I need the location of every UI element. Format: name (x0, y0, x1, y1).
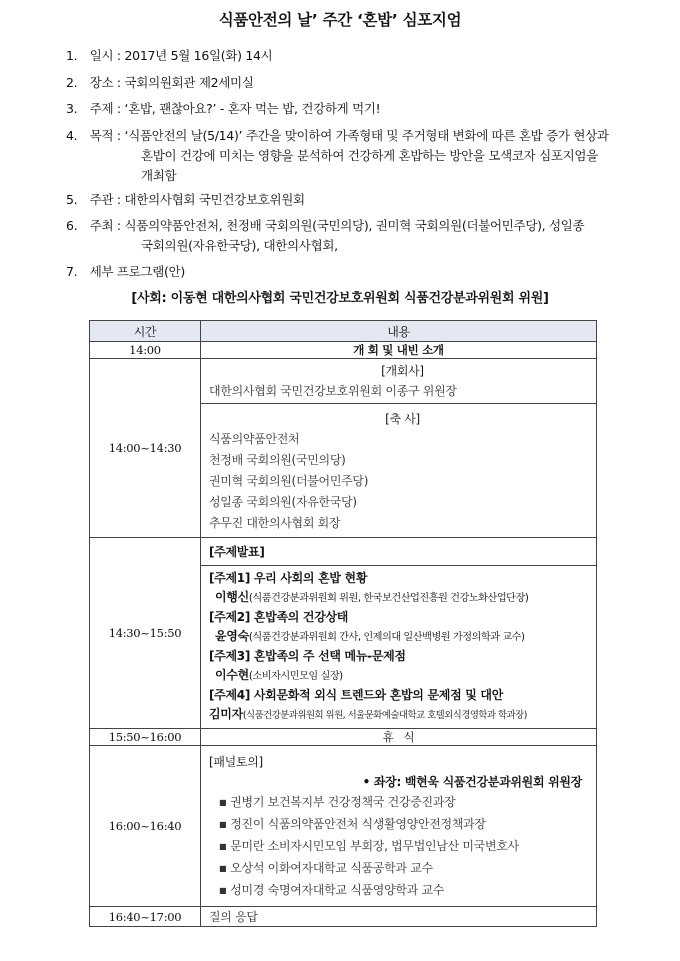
document-title: 식품안전의 날’ 주간 ‘혼밥’ 심포지엄 (218, 11, 462, 29)
table-row (90, 359, 597, 538)
panel-member: ■ 오상석 이화여자대학교 식품공학과 교수 (209, 858, 596, 880)
info-item-theme: 3. 주제 : ‘혼밥, 괜찮아요?’ - 혼자 먹는 밥, 건강하게 먹기! (66, 101, 381, 116)
content-cell: 휴 식 (201, 729, 597, 746)
panel-member: ■ 정진이 식품의약품안전처 식생활영양안전정책과장 (209, 814, 596, 836)
content-cell (201, 746, 597, 907)
topic-speaker: 김미자(식품건강분과위원회 위원, 서울문화예술대학교 호텔외식경영학과 학과장) (209, 707, 527, 721)
congrats-item: 추무진 대한의사협회 회장 (209, 516, 341, 530)
opening-speaker: 대한의사협회 국민건강보호위원회 이종구 위원장 (209, 384, 457, 398)
info-item-host: 6. 주최 : 식품의약품안전처, 천정배 국회의원(국민의당), 권미혁 국회의원(더불어민주당), 성일종 국회의원(자유한국당), 대한의사협회, (66, 218, 585, 253)
topic-label: [주제1] 우리 사회의 혼밥 현황 (209, 571, 368, 585)
time-cell: 15:50~16:00 (90, 729, 201, 746)
row-divider (201, 403, 596, 404)
time-cell: 16:40~17:00 (90, 907, 201, 927)
panel-member: ■ 문미란 소비자시민모임 부회장, 법무법인남산 미국변호사 (209, 836, 596, 858)
time-cell: 14:00~14:30 (90, 359, 201, 538)
opening-title: [개회사] (381, 364, 424, 378)
time-cell: 16:00~16:40 (90, 746, 201, 907)
content-cell (201, 538, 597, 729)
congrats-item: 천정배 국회의원(국민의당) (209, 453, 346, 467)
info-item-purpose: 4. 목적 : ‘식품안전의 날(5/14)’ 주간을 맞이하여 가족형태 및 주거형태 변화에 따른 혼밥 증가 현상과 혼밥이 건강에 미치는 영향을 분석하여 건강하게 혼밥하는 방안을 모색코자 심포지엄을 개최함 (66, 128, 609, 183)
info-item-organizer: 5. 주관 : 대한의사협회 국민건강보호위원회 (66, 192, 305, 207)
table-row (90, 342, 597, 359)
info-item-date: 1. 일시 : 2017년 5월 16일(화) 14시 (66, 48, 273, 63)
moderator-line: [사회: 이동현 대한의사협회 국민건강보호위원회 식품건강분과위원회 위원] (131, 291, 549, 306)
time-cell: 14:00 (90, 342, 201, 359)
table-row (90, 746, 597, 907)
panel-member: ■ 권병기 보건복지부 건강정책국 건강증진과장 (209, 792, 596, 814)
header-content: 내용 (201, 321, 597, 342)
congrats-item: 권미혁 국회의원(더불어민주당) (209, 474, 369, 488)
content-cell: 개 회 및 내빈 소개 (201, 342, 597, 359)
congrats-title: [축 사] (385, 412, 420, 426)
topic-label: [주제2] 혼밥족의 건강상태 (209, 610, 349, 624)
content-cell: 질의 응답 (201, 907, 597, 927)
program-table (89, 320, 597, 927)
header-time: 시간 (90, 321, 201, 342)
time-cell: 14:30~15:50 (90, 538, 201, 729)
topic-speaker: 윤영숙(식품건강분과위원회 간사, 인제의대 일산백병원 가정의학과 교수) (215, 629, 525, 643)
presentations-title: [주제발표] (209, 545, 265, 559)
topic-label: [주제3] 혼밥족의 주 선택 메뉴-문제점 (209, 649, 406, 663)
topic-speaker: 이수현(소비자시민모임 실장) (215, 668, 343, 682)
panel-member: ■ 성미경 숙명여자대학교 식품영양학과 교수 (209, 880, 596, 902)
congrats-item: 성일종 국회의원(자유한국당) (209, 495, 357, 509)
topic-label: [주제4] 사회문화적 외식 트렌드와 혼밥의 문제점 및 대안 (209, 688, 503, 702)
table-row (90, 907, 597, 927)
content-cell (201, 359, 597, 538)
info-item-program: 7. 세부 프로그램(안) (66, 264, 185, 279)
congrats-item: 식품의약품안전처 (209, 432, 300, 446)
row-divider (201, 565, 596, 566)
panel-chair: • 좌장: 백현욱 식품건강분과위원회 위원장 (362, 775, 582, 789)
topic-speaker: 이행신(식품건강분과위원회 위원, 한국보건산업진흥원 건강노화산업단장) (215, 590, 529, 604)
panel-title: [패널토의] (209, 755, 263, 769)
table-row (90, 729, 597, 746)
table-row (90, 538, 597, 729)
info-item-venue: 2. 장소 : 국회의원회관 제2세미실 (66, 75, 254, 90)
table-header-row (90, 321, 597, 342)
